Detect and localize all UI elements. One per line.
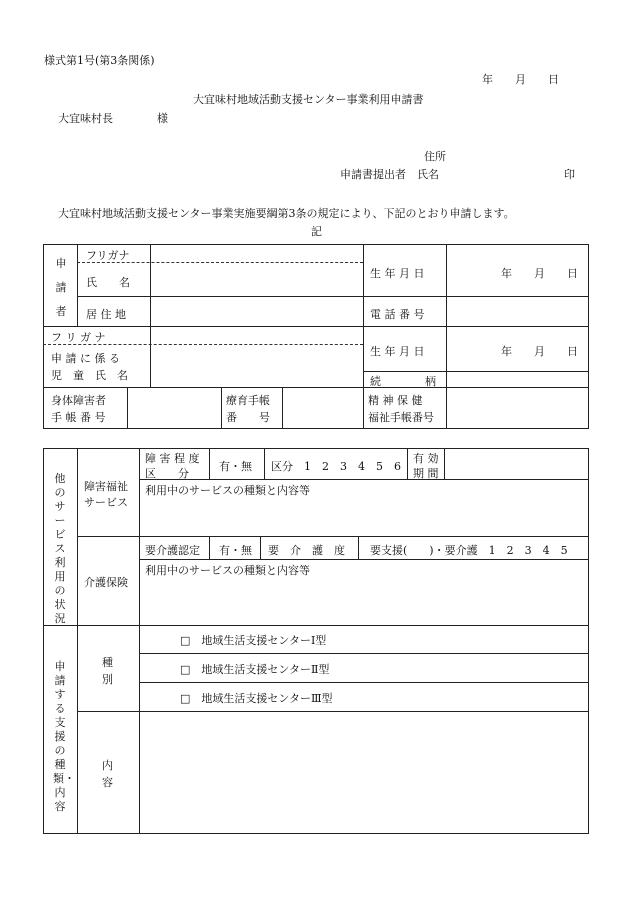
care-yes-no: 有・無 xyxy=(219,544,252,557)
welfare-in-use-note: 利用中のサービスの種類と内容等 xyxy=(145,484,310,497)
date-line: 年 月 日 xyxy=(482,73,559,86)
valid-period-label-2: 期 間 xyxy=(413,467,439,480)
type-label-1: 種 xyxy=(102,656,113,669)
degree-category: 区分 1 2 3 4 5 6 xyxy=(271,460,401,473)
option-type-1[interactable]: □ 地域生活支援センターⅠ型 xyxy=(180,634,327,647)
ki-mark: 記 xyxy=(311,225,322,238)
name-label: 氏 名 xyxy=(86,276,130,289)
welfare-label-1: 障害福祉 xyxy=(84,480,128,493)
address-label: 住所 xyxy=(424,150,446,163)
requested-support-label: 申請する支援の種類・内容 xyxy=(53,660,75,813)
content-label-2: 容 xyxy=(102,776,113,789)
content-label-1: 内 xyxy=(102,759,113,772)
child-name-label-1: 申 請 に 係 る xyxy=(51,352,120,365)
birthdate-label: 生 年 月 日 xyxy=(370,267,425,280)
furigana-label: フリガナ xyxy=(86,249,130,262)
residence-label: 居 住 地 xyxy=(86,308,126,321)
support-level-options: 要支援( )・要介護 1 2 3 4 5 xyxy=(370,544,568,557)
child-birthdate-blank: 年 月 日 xyxy=(501,345,578,358)
type-label-2: 別 xyxy=(102,673,113,686)
seal-mark: 印 xyxy=(564,168,575,181)
care-level-label: 要 介 護 度 xyxy=(268,544,345,557)
addressee: 大宜味村長 様 xyxy=(58,112,168,125)
child-birthdate-label: 生 年 月 日 xyxy=(370,345,425,358)
mental-handbook-label-1: 精 神 保 健 xyxy=(368,394,423,407)
relationship-label: 続 柄 xyxy=(370,375,436,388)
degree-yes-no: 有・無 xyxy=(219,460,252,473)
phone-label: 電 話 番 号 xyxy=(370,308,425,321)
disability-degree-label-1: 障 害 程 度 xyxy=(145,452,200,465)
ryoiku-handbook-label-1: 療育手帳 xyxy=(226,394,270,407)
birthdate-blank: 年 月 日 xyxy=(501,267,578,280)
submitter-name-label: 申請書提出者 氏名 xyxy=(340,168,439,181)
option-type-3[interactable]: □ 地域生活支援センターⅢ型 xyxy=(180,692,333,705)
welfare-label-2: サービス xyxy=(84,496,128,509)
child-furigana-label: フ リ ガ ナ xyxy=(51,331,106,344)
form-title: 大宜味村地域活動支援センター事業利用申請書 xyxy=(193,93,424,106)
child-name-label-2: 児 童 氏 名 xyxy=(51,369,128,382)
other-services-label: 他のサービス利用の状況 xyxy=(54,472,66,625)
application-statement: 大宜味村地域活動支援センター事業実施要綱第3条の規定により、下記のとおり申請します。 xyxy=(58,207,515,220)
mental-handbook-label-2: 福祉手帳番号 xyxy=(368,411,434,424)
ryoiku-handbook-label-2: 番 号 xyxy=(226,411,270,424)
form-number: 様式第1号(第3条関係) xyxy=(44,54,155,67)
valid-period-label-1: 有 効 xyxy=(413,452,439,465)
care-cert-label: 要介護認定 xyxy=(145,544,200,557)
physical-handbook-label-1: 身体障害者 xyxy=(51,394,106,407)
physical-handbook-label-2: 手 帳 番 号 xyxy=(51,411,106,424)
care-in-use-note: 利用中のサービスの種類と内容等 xyxy=(145,564,310,577)
care-insurance-label: 介護保険 xyxy=(84,576,128,589)
option-type-2[interactable]: □ 地域生活支援センターⅡ型 xyxy=(180,663,330,676)
applicant-label: 申請者 xyxy=(55,257,67,318)
disability-degree-label-2: 区 分 xyxy=(145,467,189,480)
